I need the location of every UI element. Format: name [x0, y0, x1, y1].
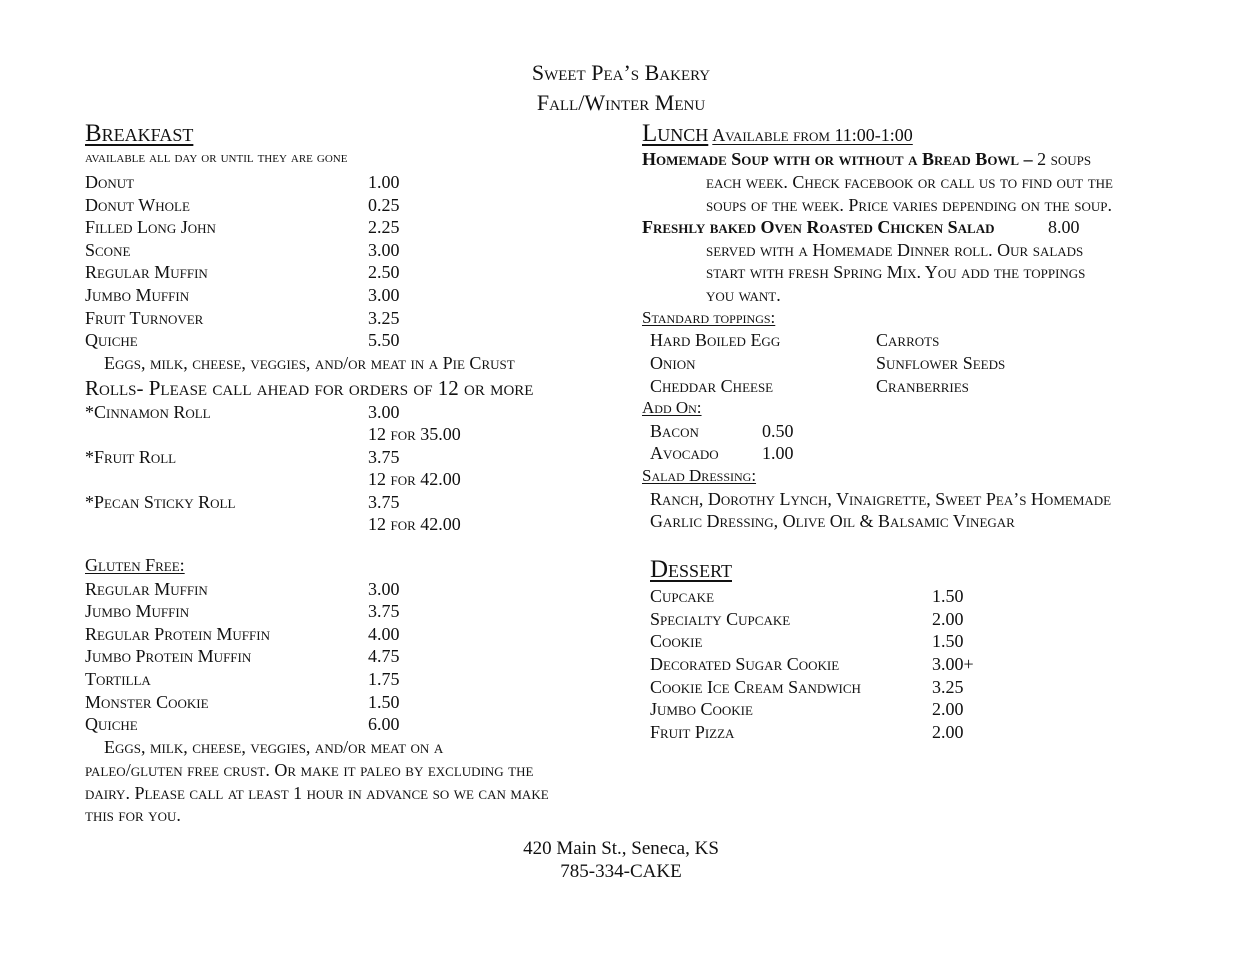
topping-item: Onion	[650, 353, 696, 373]
topping-item: Cranberries	[876, 376, 969, 396]
salad-description: you want.	[706, 285, 781, 305]
menu-subtitle: Fall/Winter Menu	[536, 90, 706, 115]
topping-item: Hard Boiled Egg	[650, 330, 781, 350]
topping-item: Cheddar Cheese	[650, 376, 774, 396]
soup-description: soups of the week. Price varies depending on the soup.	[706, 195, 1112, 215]
lunch-header	[642, 120, 913, 148]
soup-description: each week. Check facebook or call us to find out the	[706, 172, 1113, 192]
breakfast-heading: Breakfast	[85, 120, 194, 147]
salad-price: 8.00	[1048, 217, 1080, 237]
quiche-description: Eggs, milk, cheese, veggies, and/or meat in a Pie Crust	[104, 353, 515, 373]
footer-address: 420 Main St., Seneca, KS	[523, 838, 719, 859]
dessert-heading: Dessert	[650, 556, 732, 583]
salad-description: start with fresh Spring Mix. You add the toppings	[706, 262, 1086, 282]
topping-item: Carrots	[876, 330, 940, 350]
toppings-heading: Standard toppings:	[642, 308, 776, 327]
addon-heading: Add On:	[642, 398, 702, 417]
gf-quiche-description: this for you.	[85, 805, 181, 825]
lunch-availability: Available from 11:00-1:00	[712, 125, 913, 145]
dressing-heading: Salad Dressing:	[642, 466, 757, 485]
soup-count: 2 soups	[1037, 149, 1092, 169]
menu-title: Sweet Pea’s Bakery	[531, 60, 711, 85]
salad-line	[642, 217, 994, 238]
gf-quiche-description: Eggs, milk, cheese, veggies, and/or meat on a	[104, 737, 444, 757]
soup-title: Homemade Soup with or without a Bread Bowl –	[642, 149, 1033, 169]
gluten-free-heading: Gluten Free:	[85, 555, 185, 575]
salad-title: Freshly baked Oven Roasted Chicken Salad	[642, 217, 995, 237]
topping-item: Sunflower Seeds	[876, 353, 1006, 373]
rolls-heading: Rolls- Please call ahead for orders of 12 or more	[85, 376, 534, 400]
gf-quiche-description: paleo/gluten free crust. Or make it paleo by excluding the	[85, 760, 534, 780]
dressing-list: Garlic Dressing, Olive Oil & Balsamic Vinegar	[650, 511, 1015, 531]
gf-quiche-description: dairy. Please call at least 1 hour in advance so we can make	[85, 783, 549, 803]
salad-description: served with a Homemade Dinner roll. Our salads	[706, 240, 1084, 260]
lunch-heading: Lunch	[642, 120, 709, 147]
dressing-list: Ranch, Dorothy Lynch, Vinaigrette, Sweet Pea’s Homemade	[650, 489, 1112, 509]
soup-line	[642, 149, 1091, 170]
breakfast-note: available all day or until they are gone	[85, 149, 348, 166]
footer-phone: 785-334-CAKE	[560, 861, 682, 882]
